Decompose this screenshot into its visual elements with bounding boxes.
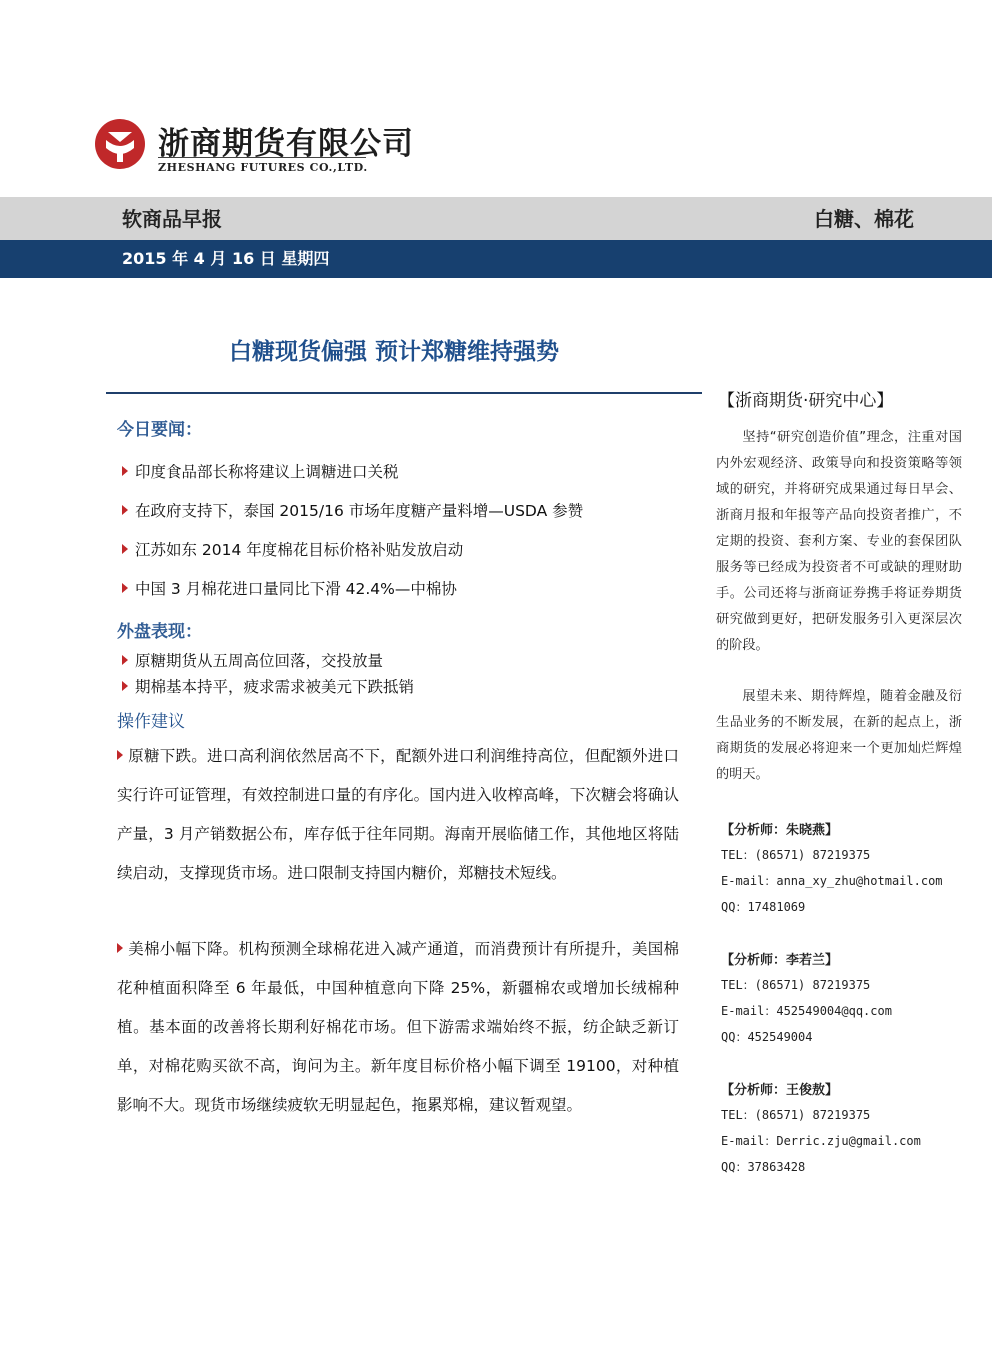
analyst-email[interactable]: E-mail：anna_xy_zhu@hotmail.com <box>721 874 943 888</box>
bullet-arrow-icon <box>117 943 123 953</box>
analyst-email[interactable]: E-mail：452549004@qq.com <box>721 1004 892 1018</box>
advice-section-title: 操作建议 <box>117 712 185 732</box>
sidebar-outlook: 展望未来、期待辉煌，随着金融及衍生品业务的不断发展，在新的起点上，浙商期货的发展必将迎来一个更加灿烂辉煌的明天。 <box>716 689 962 782</box>
advice-paragraph-cotton: 美棉小幅下降。机构预测全球棉花进入减产通道，而消费预计有所提升，美国棉花种植面积降至 6 年最低，中国种植意向下降 25%，新疆棉农或增加长绒棉种植。基本面的改善将长期利好棉花市场。但下游需求端始终不振，纺企缺乏新订单，对棉花购买欲不高，询问为主。新年度目标价格小幅下调至 19100，对种植影响不大。现货市场继续疲软无明显起色，拖累郑棉，建议暂观望。 <box>117 940 679 1114</box>
bullet-arrow-icon <box>117 750 123 760</box>
analyst-email[interactable]: E-mail：Derric.zju@gmail.com <box>721 1134 921 1148</box>
sidebar-title: 【浙商期货·研究中心】 <box>718 391 894 411</box>
logo-divider <box>158 157 366 158</box>
analyst-qq: QQ：452549004 <box>721 1030 813 1044</box>
news-section-title: 今日要闻： <box>117 420 202 440</box>
analyst-qq: QQ：17481069 <box>721 900 806 914</box>
page-title: 白糖现货偏强 预计郑糖维持强势 <box>229 339 560 365</box>
bullet-arrow-icon <box>122 655 128 665</box>
company-name: 浙商期货有限公司 <box>158 126 414 162</box>
news-item: 江苏如东 2014 年度棉花目标价格补贴发放启动 <box>122 538 463 560</box>
bullet-arrow-icon <box>122 544 128 554</box>
analyst-tel: TEL：(86571) 87219375 <box>721 848 871 862</box>
news-item: 印度食品部长称将建议上调糖进口关税 <box>122 460 399 482</box>
analyst-name: 【分析师：朱晓燕】 <box>721 823 839 838</box>
company-logo-icon <box>94 118 146 170</box>
analyst-name: 【分析师：王俊敖】 <box>721 1083 839 1098</box>
bullet-arrow-icon <box>122 681 128 691</box>
external-item: 原糖期货从五周高位回落，交投放量 <box>122 649 383 671</box>
news-item: 中国 3 月棉花进口量同比下滑 42.4%—中棉协 <box>122 577 457 599</box>
analyst-qq: QQ：37863428 <box>721 1160 806 1174</box>
analyst-tel: TEL：(86571) 87219375 <box>721 978 871 992</box>
report-date: 2015 年 4 月 16 日 星期四 <box>122 249 330 268</box>
news-item: 在政府支持下，泰国 2015/16 市场年度糖产量料增—USDA 参赞 <box>122 499 583 521</box>
analyst-tel: TEL：(86571) 87219375 <box>721 1108 871 1122</box>
report-type: 软商品早报 <box>122 207 222 231</box>
advice-paragraph-sugar: 原糖下跌。进口高利润依然居高不下，配额外进口利润维持高位，但配额外进口实行许可证管理，有效控制进口量的有序化。国内进入收榨高峰，下次糖会将确认产量，3 月产销数据公布，库存低于往年同期。海南开展临储工作，其他地区将陆续启动，支撑现货市场。进口限制支持国内糖价，郑糖技术短线。 <box>117 747 679 882</box>
analyst-name: 【分析师：李若兰】 <box>721 953 839 968</box>
report-products: 白糖、棉花 <box>814 207 914 231</box>
bullet-arrow-icon <box>122 583 128 593</box>
title-divider <box>106 392 702 394</box>
sidebar-intro: 坚持“研究创造价值”理念，注重对国内外宏观经济、政策导向和投资策略等领域的研究，并将研究成果通过每日早会、浙商月报和年报等产品向投资者推广，不定期的投资、套利方案、专业的套保团队服务等已经成为投资者不可或缺的理财助手。公司还将与浙商证券携手将证券期货研究做到更好，把研发服务引入更深层次的阶段。 <box>716 430 962 653</box>
company-name-en: ZHESHANG FUTURES CO.,LTD. <box>158 161 368 174</box>
external-item: 期棉基本持平，疲求需求被美元下跌抵销 <box>122 675 414 697</box>
external-section-title: 外盘表现： <box>117 622 202 642</box>
bullet-arrow-icon <box>122 466 128 476</box>
bullet-arrow-icon <box>122 505 128 515</box>
